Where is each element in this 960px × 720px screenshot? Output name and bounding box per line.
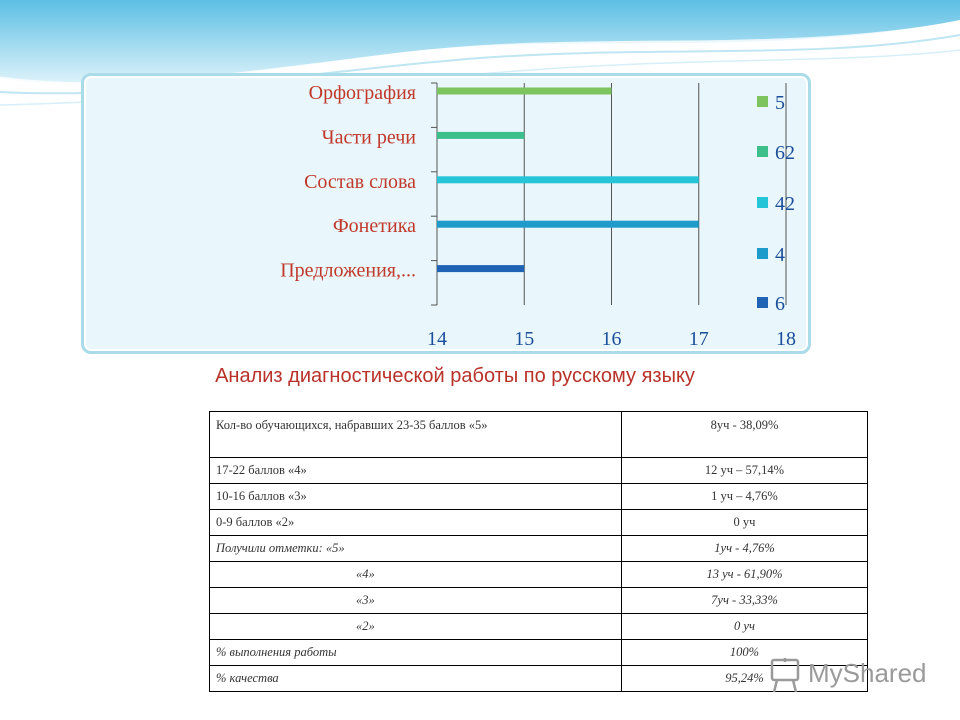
table-row	[210, 614, 868, 640]
table-cell-label: % качества	[210, 666, 622, 692]
table-cell-value: 12 уч – 57,14%	[622, 458, 868, 484]
category-labels	[280, 82, 416, 282]
table-cell-label: «2»	[210, 614, 622, 640]
legend-label: 4	[775, 244, 785, 266]
table-cell-value: 8уч - 38,09%	[622, 412, 868, 458]
table-row	[210, 562, 868, 588]
table-cell-value: 0 уч	[622, 614, 868, 640]
legend-swatch	[757, 197, 768, 208]
table-row	[210, 510, 868, 536]
legend-swatch	[757, 248, 768, 259]
bar-5	[437, 265, 524, 272]
table-row	[210, 484, 868, 510]
table-cell-label: % выполнения работы	[210, 640, 622, 666]
legend-swatch	[757, 96, 768, 107]
table-cell-label: «4»	[210, 562, 622, 588]
table-cell-value: 13 уч - 61,90%	[622, 562, 868, 588]
presentation-icon	[772, 658, 798, 692]
category-label: Предложения,...	[280, 259, 416, 282]
legend-label: 62	[775, 142, 795, 164]
table-row	[210, 412, 868, 458]
x-tick-label: 17	[688, 328, 709, 350]
table-cell-value: 1уч - 4,76%	[622, 536, 868, 562]
table-cell-label: Получили отметки: «5»	[210, 536, 622, 562]
chart-legend	[757, 92, 795, 315]
legend-swatch	[757, 146, 768, 157]
table-row	[210, 458, 868, 484]
legend-label: 6	[775, 293, 785, 315]
category-label: Состав слова	[304, 170, 416, 193]
bar-1	[437, 88, 612, 95]
x-tick-label: 15	[514, 328, 535, 350]
legend-label: 5	[775, 92, 785, 114]
x-tick-label: 14	[427, 328, 447, 350]
bar-2	[437, 132, 524, 139]
x-tick-label: 16	[601, 328, 622, 350]
table-row	[210, 588, 868, 614]
table-cell-label: 17-22 баллов «4»	[210, 458, 622, 484]
legend-label: 42	[775, 193, 795, 215]
table-cell-label: «3»	[210, 588, 622, 614]
category-label: Орфография	[308, 82, 416, 104]
x-tick-labels	[427, 328, 796, 350]
x-tick-label: 18	[776, 328, 796, 350]
bar-4	[437, 221, 699, 228]
table-cell-label: 0-9 баллов «2»	[210, 510, 622, 536]
table-cell-value: 100%	[622, 640, 868, 666]
chart-caption: Анализ диагностической работы по русскому языку	[215, 365, 695, 387]
results-table	[209, 411, 868, 692]
watermark-text: MyShared	[808, 658, 927, 688]
table-cell-label: 10-16 баллов «3»	[210, 484, 622, 510]
table-cell-value: 7уч - 33,33%	[622, 588, 868, 614]
category-label: Фонетика	[332, 215, 416, 238]
chart-bars	[437, 88, 699, 273]
table-cell-value: 1 уч – 4,76%	[622, 484, 868, 510]
category-label: Части речи	[321, 126, 416, 149]
table-cell-value: 95,24%	[622, 666, 868, 692]
bar-3	[437, 176, 699, 183]
table-cell-value: 0 уч	[622, 510, 868, 536]
table-row	[210, 536, 868, 562]
table-cell-label: Кол-во обучающихся, набравших 23-35 баллов «5»	[210, 412, 622, 458]
legend-swatch	[757, 297, 768, 308]
